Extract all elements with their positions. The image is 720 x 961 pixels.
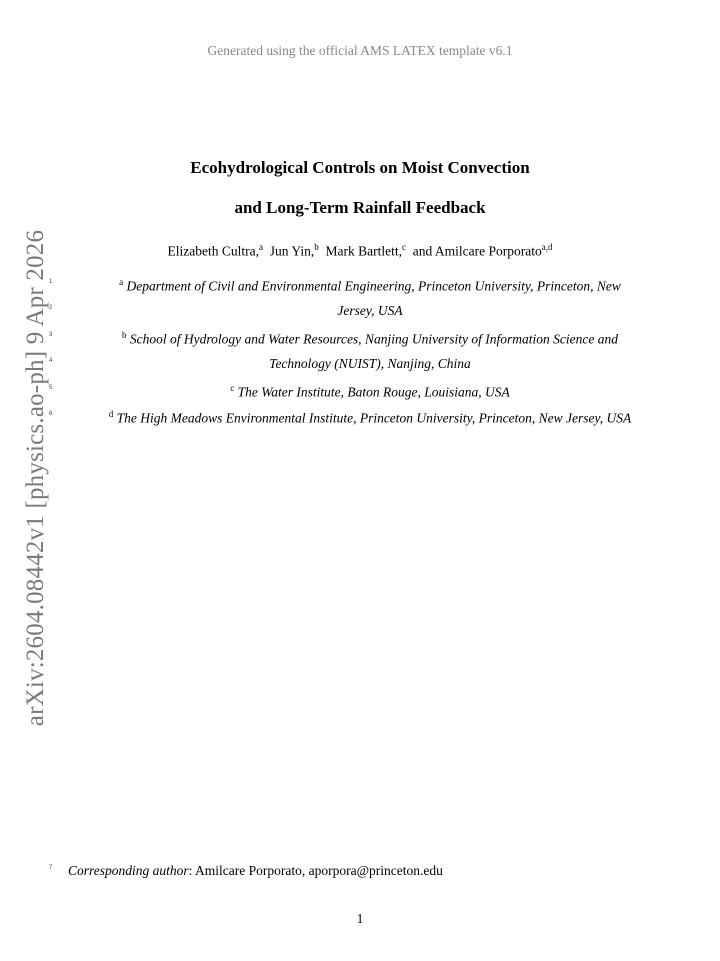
corresponding-author: [68, 863, 443, 879]
affiliation-text: Jersey, USA: [337, 303, 403, 318]
author-list: [0, 242, 720, 260]
affiliation-text: The Water Institute, Baton Rouge, Louisiana, USA: [237, 384, 510, 400]
affiliation-text: Technology (NUIST), Nanjing, China: [269, 356, 471, 371]
affiliation-line: [60, 303, 680, 319]
line-number: 3: [49, 332, 53, 338]
affiliation-line: [60, 330, 680, 348]
line-number: 7: [49, 865, 53, 871]
line-number: 6: [49, 411, 53, 417]
author-name: Jun Yin,: [269, 243, 315, 259]
corresponding-author-label: Corresponding author: [68, 863, 189, 878]
affiliation-text: Department of Civil and Environmental Engineering, Princeton University, Princeton, New: [126, 278, 621, 294]
arxiv-identifier[interactable]: arXiv:2604.08442v1 [physics.ao-ph] 9 Apr 2026: [22, 229, 49, 727]
corresponding-author-details: : Amilcare Porporato, aporpora@princeton.edu: [188, 863, 443, 878]
line-number: 4: [49, 358, 53, 364]
affiliation-line: [60, 356, 680, 372]
affiliation-line: [60, 277, 680, 295]
affiliation-mark: c: [230, 383, 235, 393]
author-affiliation-mark: a: [259, 242, 263, 252]
affiliation-line: [60, 383, 680, 401]
line-number: 1: [49, 279, 53, 285]
affiliation-line: [60, 409, 680, 427]
author-affiliation-mark: c: [402, 242, 406, 252]
author-affiliation-mark: b: [314, 242, 319, 252]
author-affiliation-mark: a,d: [541, 242, 553, 252]
author-name: Mark Bartlett,: [325, 243, 402, 259]
affiliation-mark: b: [121, 330, 127, 340]
paper-title-line-1: Ecohydrological Controls on Moist Convection: [190, 158, 530, 177]
author-name: and Amilcare Porporato: [412, 243, 542, 259]
line-number: 2: [49, 305, 53, 311]
page-number: 1: [356, 911, 364, 926]
affiliation-mark: a: [119, 277, 124, 287]
affiliation-text: The High Meadows Environmental Institute, Princeton University, Princeton, New Jersey, USA: [116, 410, 632, 426]
line-number: 5: [49, 385, 53, 391]
author-name: Elizabeth Cultra,: [167, 243, 259, 259]
affiliation-text: School of Hydrology and Water Resources, Nanjing University of Information Science and: [129, 331, 619, 347]
affiliation-mark: d: [108, 409, 114, 419]
paper-title-line-2: and Long-Term Rainfall Feedback: [234, 198, 486, 217]
template-note: Generated using the official AMS LATEX template v6.1: [207, 43, 513, 58]
